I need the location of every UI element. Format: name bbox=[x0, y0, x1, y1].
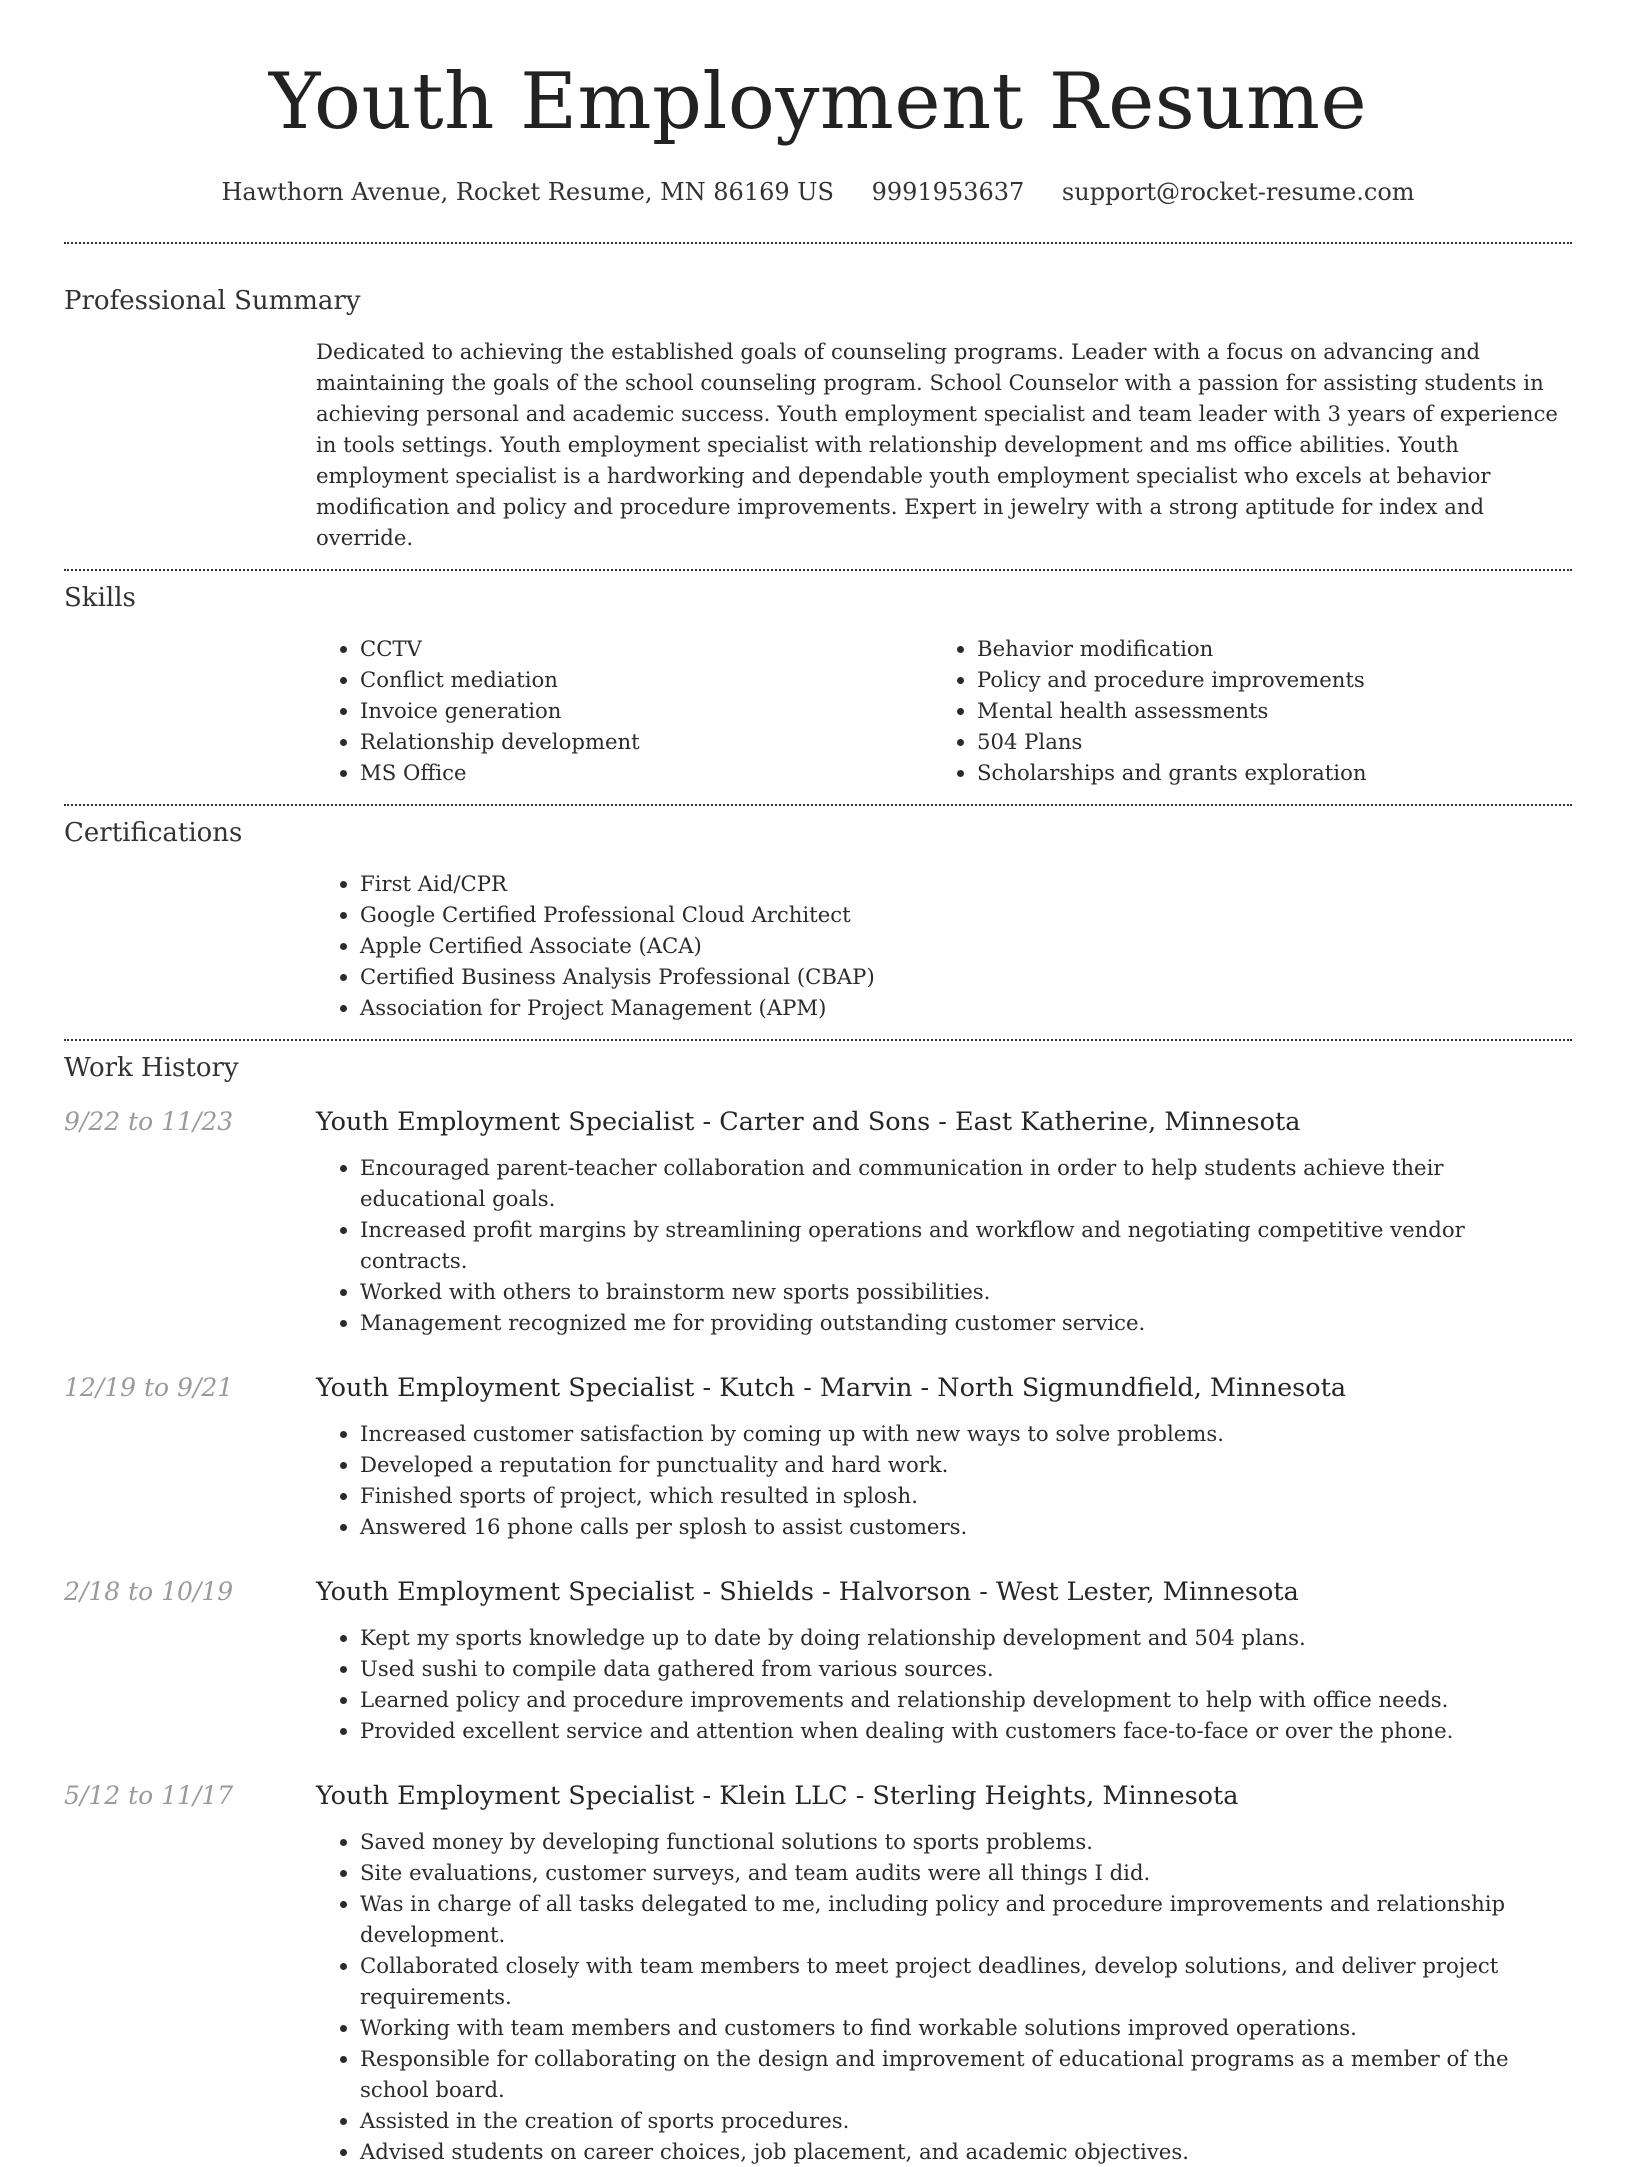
skills-section bbox=[64, 581, 1572, 788]
job-entry bbox=[64, 1105, 1572, 1338]
job-bullet: • Was in charge of all tasks delegated to me, including policy and procedure improvements and relationship development. bbox=[360, 1888, 1572, 1950]
resume-page bbox=[64, 0, 1572, 2167]
skill-item: • Behavior modification bbox=[977, 633, 1550, 664]
work-history-section bbox=[64, 1051, 1572, 2167]
certification-item: • Google Certified Professional Cloud Architect bbox=[360, 899, 1572, 930]
skill-item: • Policy and procedure improvements bbox=[977, 664, 1550, 695]
job-bullet: • Answered 16 phone calls per splosh to assist customers. bbox=[360, 1511, 1572, 1542]
divider bbox=[64, 1039, 1572, 1041]
contact-line bbox=[64, 176, 1572, 208]
job-bullet: • Finished sports of project, which resulted in splosh. bbox=[360, 1480, 1572, 1511]
skill-item: • CCTV bbox=[360, 633, 933, 664]
job-bullet: • Encouraged parent-teacher collaboration and communication in order to help students achieve their educational goals. bbox=[360, 1152, 1572, 1214]
job-entry bbox=[64, 1371, 1572, 1542]
job-dates: 9/22 to 11/23 bbox=[64, 1107, 234, 1136]
certifications-list bbox=[316, 868, 1572, 1023]
job-dates: 5/12 to 11/17 bbox=[64, 1781, 234, 1810]
job-bullet: • Provided excellent service and attention when dealing with customers face-to-face or over the phone. bbox=[360, 1715, 1572, 1746]
job-bullet: • Site evaluations, customer surveys, and team audits were all things I did. bbox=[360, 1857, 1572, 1888]
job-bullet: • Worked with others to brainstorm new sports possibilities. bbox=[360, 1276, 1572, 1307]
skills-column-right bbox=[933, 633, 1550, 788]
job-title: Youth Employment Specialist - Carter and Sons - East Katherine, Minnesota bbox=[316, 1107, 1301, 1137]
job-bullet: • Collaborated closely with team members to meet project deadlines, develop solutions, and deliver project requirements. bbox=[360, 1950, 1572, 2012]
job-title: Youth Employment Specialist - Shields - Halvorson - West Lester, Minnesota bbox=[316, 1577, 1299, 1607]
job-bullet: • Advised students on career choices, job placement, and academic objectives. bbox=[360, 2136, 1572, 2167]
job-bullet: • Learned policy and procedure improvements and relationship development to help with office needs. bbox=[360, 1684, 1572, 1715]
job-entry bbox=[64, 1779, 1572, 2167]
skill-item: • 504 Plans bbox=[977, 726, 1550, 757]
certification-item: • First Aid/CPR bbox=[360, 868, 1572, 899]
skills-heading: Skills bbox=[64, 583, 136, 613]
job-bullet: • Developed a reputation for punctuality and hard work. bbox=[360, 1449, 1572, 1480]
skills-list bbox=[316, 633, 1572, 788]
job-bullet: • Used sushi to compile data gathered from various sources. bbox=[360, 1653, 1572, 1684]
skill-item: • Relationship development bbox=[360, 726, 933, 757]
job-dates: 2/18 to 10/19 bbox=[64, 1577, 234, 1606]
job-title: Youth Employment Specialist - Klein LLC - Sterling Heights, Minnesota bbox=[316, 1781, 1239, 1811]
job-bullet: • Increased profit margins by streamlining operations and workflow and negotiating competitive vendor contracts. bbox=[360, 1214, 1572, 1276]
skills-column-left bbox=[316, 633, 933, 788]
skill-item: • Conflict mediation bbox=[360, 664, 933, 695]
contact-phone: 9991953637 bbox=[871, 178, 1025, 206]
certification-item: • Association for Project Management (APM) bbox=[360, 992, 1572, 1023]
job-bullet: • Management recognized me for providing outstanding customer service. bbox=[360, 1307, 1572, 1338]
job-bullet: • Increased customer satisfaction by coming up with new ways to solve problems. bbox=[360, 1418, 1572, 1449]
summary-text: Dedicated to achieving the established goals of counseling programs. Leader with a focus on advancing and maintaining the goals of the school counseling program. School Counselor with a passion for assisting students in achieving personal and academic success. Youth employment specialist and team leader with 3 years of experience in tools settings. Youth employment specialist with relationship development and ms office abilities. Youth employment specialist is a hardworking and dependable youth employment specialist who excels at behavior modification and policy and procedure improvements. Expert in jewelry with a strong aptitude for index and override. bbox=[316, 339, 1558, 550]
summary-section bbox=[64, 284, 1572, 553]
divider bbox=[64, 804, 1572, 806]
job-bullet: • Saved money by developing functional solutions to sports problems. bbox=[360, 1826, 1572, 1857]
certifications-heading: Certifications bbox=[64, 818, 243, 848]
work-history-heading: Work History bbox=[64, 1053, 239, 1083]
job-entry bbox=[64, 1575, 1572, 1746]
job-dates: 12/19 to 9/21 bbox=[64, 1373, 234, 1402]
job-bullet: • Responsible for collaborating on the design and improvement of educational programs as a member of the school board. bbox=[360, 2043, 1572, 2105]
contact-email: support@rocket-resume.com bbox=[1061, 178, 1415, 206]
job-title: Youth Employment Specialist - Kutch - Marvin - North Sigmundfield, Minnesota bbox=[316, 1373, 1347, 1403]
job-bullet: • Assisted in the creation of sports procedures. bbox=[360, 2105, 1572, 2136]
certifications-section bbox=[64, 816, 1572, 1023]
contact-address: Hawthorn Avenue, Rocket Resume, MN 86169 US bbox=[221, 178, 834, 206]
certification-item: • Apple Certified Associate (ACA) bbox=[360, 930, 1572, 961]
skill-item: • Invoice generation bbox=[360, 695, 933, 726]
divider bbox=[64, 569, 1572, 571]
skill-item: • Mental health assessments bbox=[977, 695, 1550, 726]
job-bullet: • Working with team members and customers to find workable solutions improved operations. bbox=[360, 2012, 1572, 2043]
divider bbox=[64, 242, 1572, 244]
skill-item: • MS Office bbox=[360, 757, 933, 788]
job-bullet: • Kept my sports knowledge up to date by doing relationship development and 504 plans. bbox=[360, 1622, 1572, 1653]
certification-item: • Certified Business Analysis Professional (CBAP) bbox=[360, 961, 1572, 992]
resume-title: Youth Employment Resume bbox=[268, 57, 1368, 147]
skill-item: • Scholarships and grants exploration bbox=[977, 757, 1550, 788]
summary-heading: Professional Summary bbox=[64, 286, 361, 316]
